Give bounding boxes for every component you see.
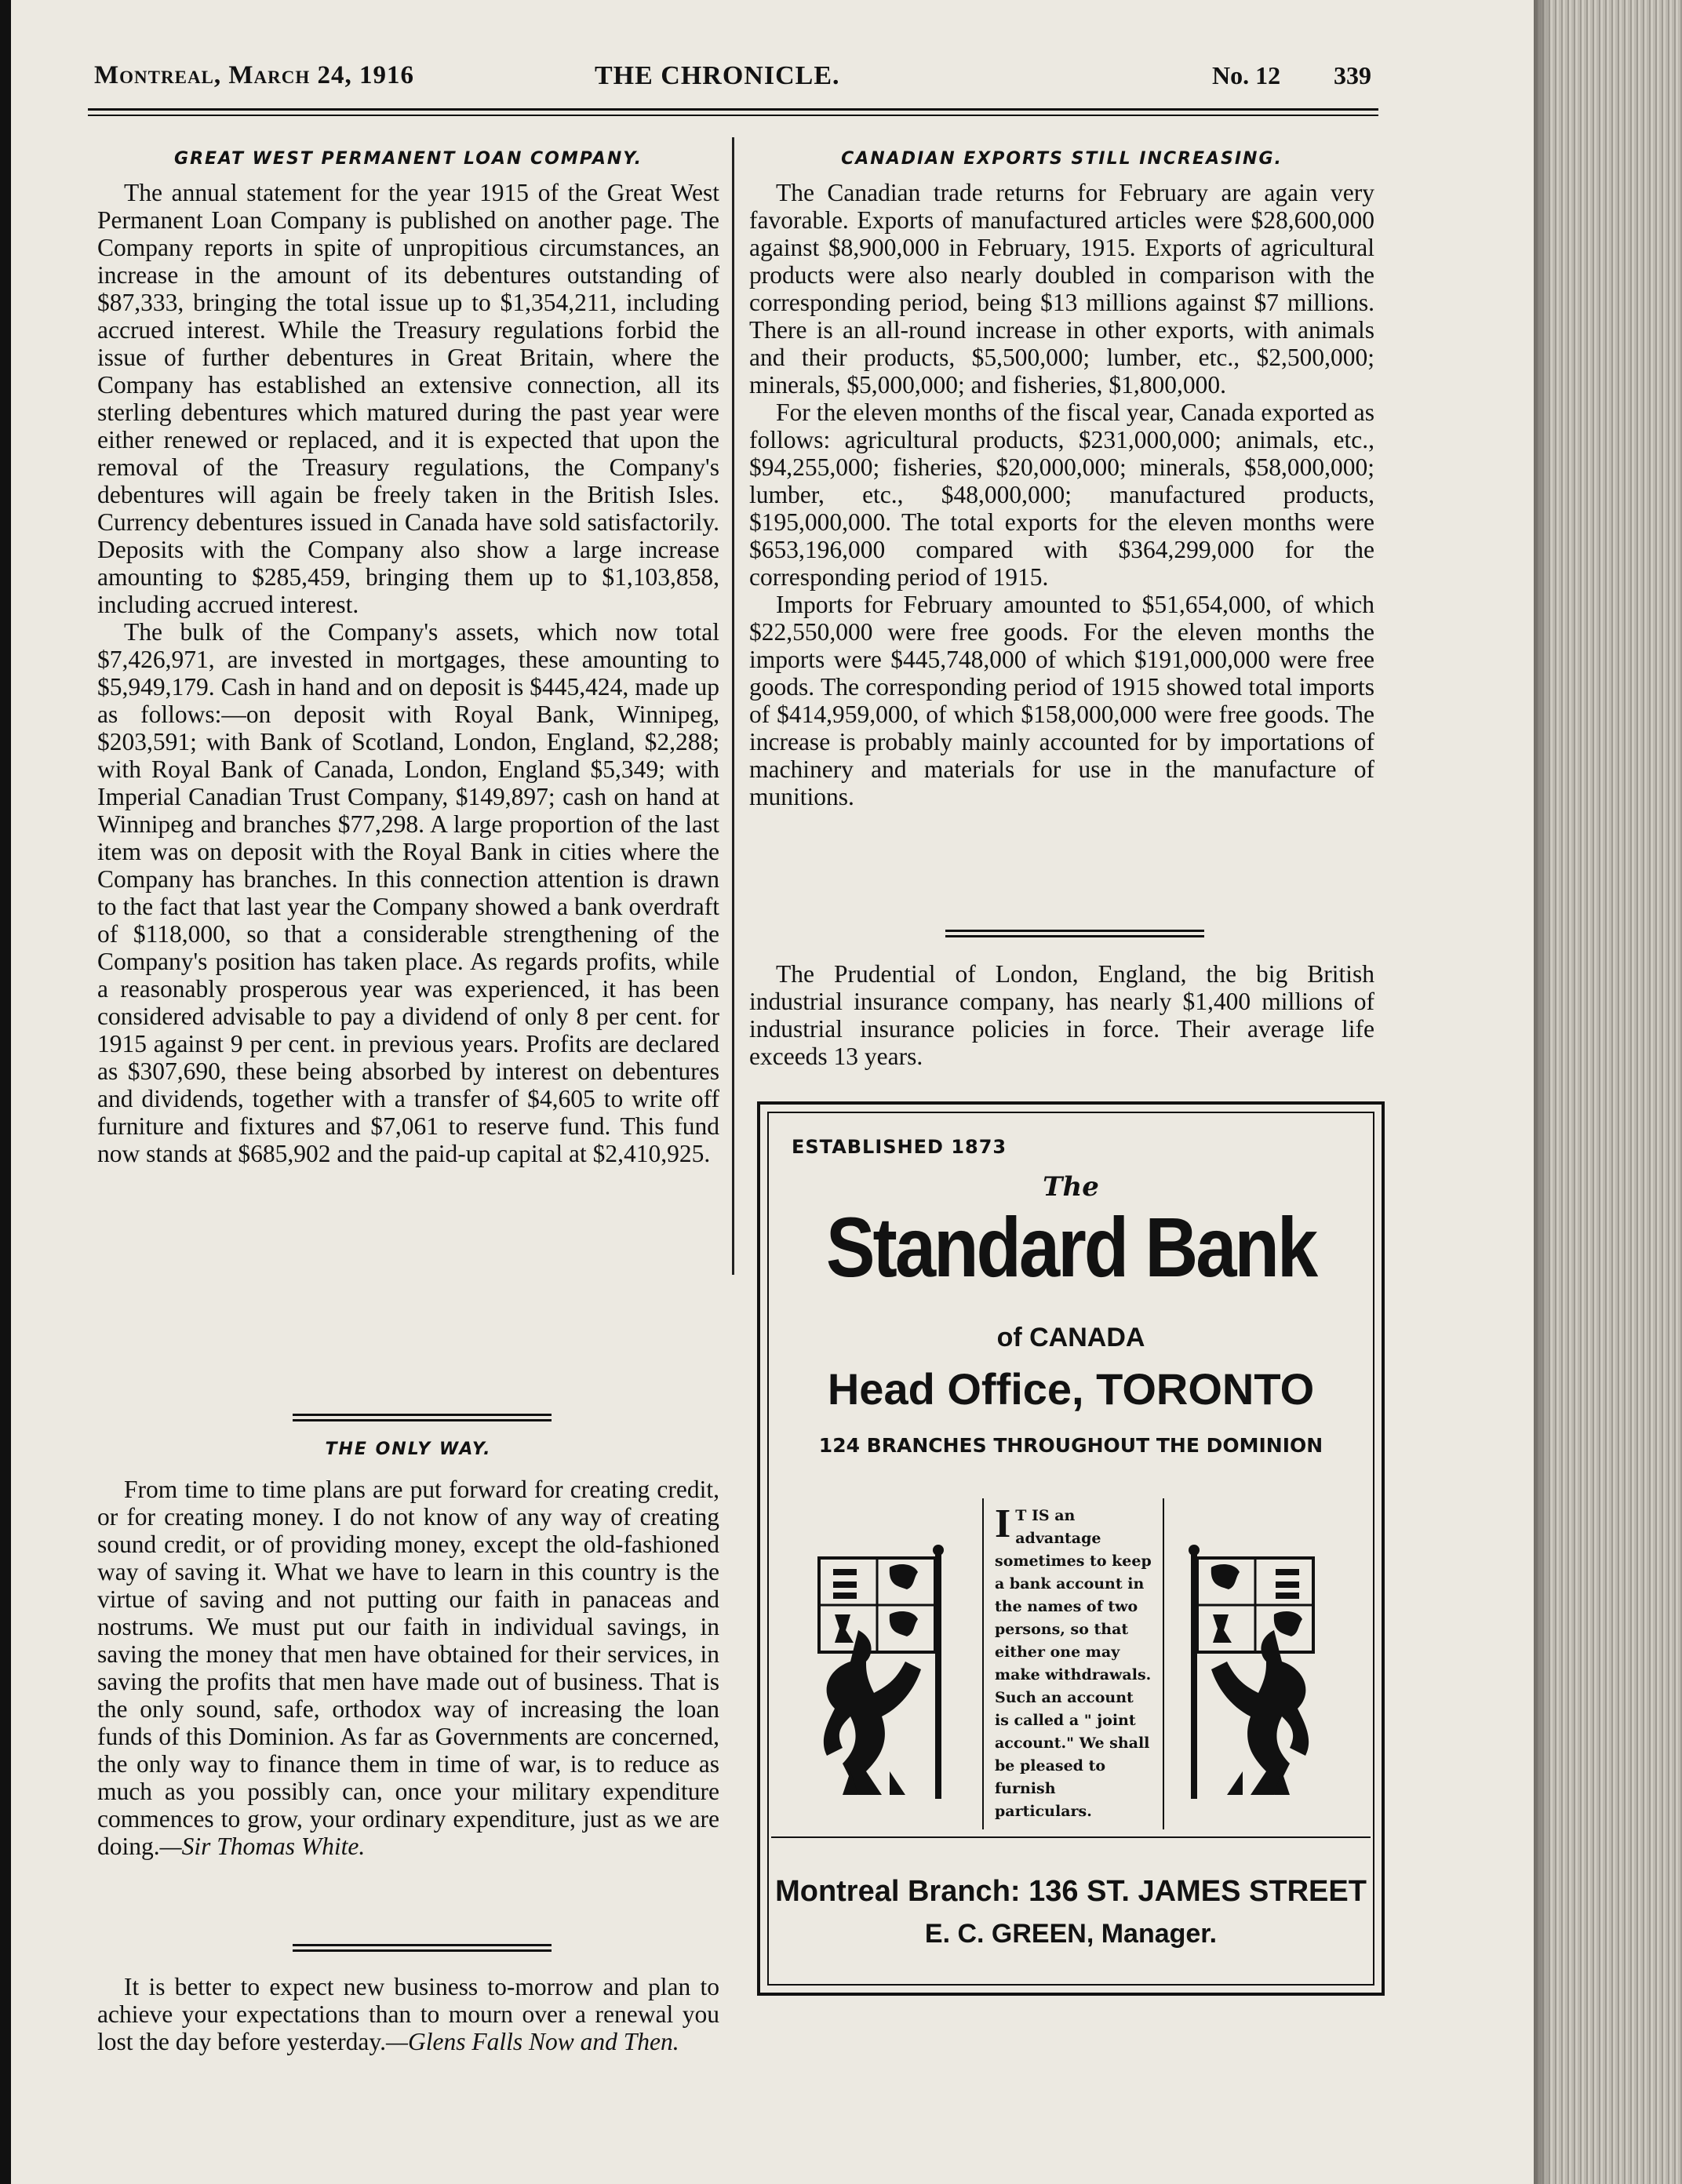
header-issue: No. 12	[1212, 61, 1281, 89]
ad-bank-name: Standard Bank	[825, 1199, 1316, 1294]
article-paragraph: The bulk of the Company's assets, which now total $7,426,971, are invested in mortgages, these amounting to $5,949,179. Cash in hand and on deposit is $445,424, made up as follows:—on deposit with Royal Bank, Winnipeg, $203,591; with Bank of Scotland, London, England, $2,288; with Royal Bank of Canada, London, England $5,349; with Imperial Canadian Trust Company, $149,897; cash on hand at Winnipeg and branches $77,298. A large proportion of the last item was on deposit with the Royal Bank in cities where the Company has branches. In this connection attention is drawn to the fact that last year the Company showed a bank overdraft of $118,000, so that a considerable strengthening of the Company's position has taken place. As regards profits, while a reasonably prosperous year was experienced, it has been considered advisable to pay a dividend of only 8 per cent. for 1915 against 9 per cent. in previous years. Profits are declared as $307,690, these being absorbed by interest on debentures and dividends, together with a transfer of $4,605 to write off furniture and fixtures and $7,061 to reserve fund. This fund now stands at $685,902 and the paid-up capital at $2,410,925.	[97, 618, 719, 1167]
section-title-canadian-exports: CANADIAN EXPORTS STILL INCREASING.	[841, 149, 1283, 169]
ad-head-office: Head Office, TORONTO	[827, 1364, 1315, 1414]
header-rule	[88, 108, 1378, 116]
ad-the: The	[1043, 1171, 1099, 1203]
right-column-section-2	[749, 960, 1374, 1070]
right-column	[749, 145, 1374, 810]
standard-bank-advertisement	[757, 1101, 1385, 1996]
article-text: From time to time plans are put forward for creating credit, or for creating money. I do not know of any way of creating sound credit, or of providing money, except the old-fashioned way of saving it. What we have to learn in this country is the virtue of saving and not putting our faith in panaceas and nostrums. We must put our faith in individual savings, in saving the money that men have obtained for their services, in saving the profits that men have made out of business. That is the only sound, safe, orthodox way of increasing the loan funds of this Dominion. As far as Governments are concerned, the only way to finance them in time of war, is to reduce as much as you possibly can, once your military expenditure commences to grow, your ordinary expenditure, just as we are doing.	[97, 1476, 719, 1860]
article-text: It is better to expect new business to-morrow and plan to achieve your expectations than to mourn over a renewal you lost the day before yesterday.	[97, 1973, 719, 2055]
header-dateline: Montreal, March 24, 1916	[94, 61, 415, 89]
ad-notice-text: T IS an advantage sometimes to keep a bank account in the names of two persons, so that either one may make withdrawals. Such an account is called a " joint account." We shall be pleased to furnish particulars.	[995, 1507, 1152, 1820]
ad-drop-cap: I	[995, 1502, 1011, 1546]
ad-joint-account-notice	[982, 1498, 1164, 1829]
section-separator	[293, 1944, 552, 1952]
ad-of-canada: of CANADA	[996, 1323, 1145, 1352]
section-title-only-way: THE ONLY WAY.	[325, 1440, 492, 1459]
left-column	[97, 145, 719, 1167]
ad-montreal-branch: Montreal Branch: 136 ST. JAMES STREET	[775, 1875, 1367, 1908]
column-divider	[732, 137, 734, 1275]
ad-branches: 124 BRANCHES THROUGHOUT THE DOMINION	[818, 1434, 1323, 1457]
header-title: THE CHRONICLE.	[595, 61, 840, 90]
lion-rampant-with-royal-standard-icon	[1172, 1544, 1329, 1803]
attribution: —Glens Falls Now and Then.	[385, 2028, 679, 2055]
article-paragraph: The annual statement for the year 1915 of the Great West Permanent Loan Company is published on another page. The Company reports in spite of unpropitious circumstances, an increase in the amount of its debentures outstanding of $87,333, bringing the total issue up to $1,354,211, including accrued interest. While the Treasury regulations forbid the issue of further debentures in Great Britain, where the Company has established an extensive connection, all its sterling debentures which matured during the past year were either renewed or replaced, and it is expected that upon the removal of the Treasury regulations, the Company's debentures will again be freely taken in the British Isles. Currency debentures issued in Canada have sold satisfactorily. Deposits with the Company also show a large increase amounting to $285,459, bringing them up to $1,103,858, including accrued interest.	[97, 179, 719, 618]
page-fold-shadow	[1534, 0, 1551, 2184]
left-column-section-3	[97, 1973, 719, 2055]
article-paragraph: Imports for February amounted to $51,654,000, of which $22,550,000 were free goods. For the eleven months the imports were $445,748,000 of which $191,000,000 were free goods. The corresponding period of 1915 showed total imports of $414,959,000, of which $158,000,000 were free goods. The increase is probably mainly accounted for by importations of machinery and materials for use in the manufacture of munitions.	[749, 591, 1374, 810]
article-paragraph: The Canadian trade returns for February are again very favorable. Exports of manufactured articles were $28,600,000 against $8,900,000 in February, 1915. Exports of agricultural products were also nearly doubled in comparison with the corresponding period, being $13 millions against $7 millions. There is an all-round increase in other exports, with animals and their products, $5,500,000; lumber, etc., $2,500,000; minerals, $5,000,000; and fisheries, $1,800,000.	[749, 179, 1374, 399]
article-paragraph: For the eleven months of the fiscal year, Canada exported as follows: agricultural products, $231,000,000; animals, etc., $94,255,000; fisheries, $20,000,000; minerals, $58,000,000; lumber, etc., $48,000,000; manufactured products, $195,000,000. The total exports for the eleven months were $653,196,000 compared with $364,299,000 for the corresponding period of 1915.	[749, 399, 1374, 591]
ad-manager: E. C. GREEN, Manager.	[924, 1919, 1218, 1949]
section-separator	[293, 1414, 552, 1421]
section-separator	[945, 930, 1204, 937]
header-page-number: 339	[1334, 61, 1371, 89]
ad-established: ESTABLISHED 1873	[792, 1136, 1007, 1158]
page-left-edge	[0, 0, 11, 2184]
left-column-section-2	[97, 1436, 719, 1860]
ad-divider	[771, 1836, 1371, 1838]
attribution: —Sir Thomas White.	[159, 1833, 366, 1860]
article-paragraph	[97, 1973, 719, 2055]
lion-rampant-with-royal-standard-icon	[803, 1544, 960, 1803]
article-paragraph	[97, 1476, 719, 1860]
article-paragraph: The Prudential of London, England, the big British industrial insurance company, has nearly $1,400 millions of industrial insurance policies in force. Their average life exceeds 13 years.	[749, 960, 1374, 1070]
section-title-great-west: GREAT WEST PERMANENT LOAN COMPANY.	[174, 149, 643, 169]
stacked-page-edges	[1534, 0, 1682, 2184]
